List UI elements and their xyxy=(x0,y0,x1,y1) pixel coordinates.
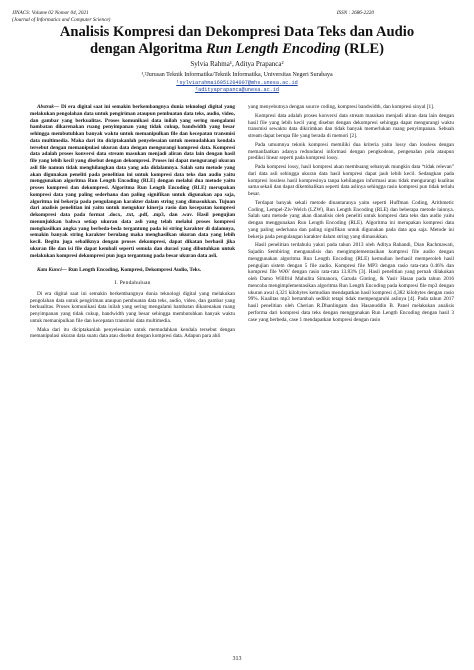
abstract-label: Abstrak— xyxy=(37,104,60,110)
journal-header xyxy=(12,10,212,23)
right-paragraph-5: Terdapat banyak sekali metode dinantaranya yaitu seperti Huffman Coding, Arithmetic Coding, Lempel-Ziv-Welch (LZW), Run Length Encoding (RLE) dan beberapa metode lainnya. Salah satu metode yang akan dianalisis oleh peneliti untuk kompresi data teks dan audio yaitu dengan menggunakan Run Length Encoding (RLE). Algoritma ini merupakan kompresi data yang paling sederhana dan paling signifikan untuk digunakan pada data apa saja. Metode ini bekerja pada pengulangan karakter dalam string yang dimasukkan. xyxy=(248,199,454,240)
right-paragraph-2: Kompresi data adalah proses konversi data stream masukan menjadi aliran data lain dengan hasil file yang lebih kecil yang disebut dengan dekompresi sehingga dapat mengurangi waktu transmisi sewaktu data dikirimkan dan tidak banyak memerlukan ruang penyimpanan. Sebuah stream dapat berupa file yang berada di memori [2]. xyxy=(248,112,454,139)
affiliation: ¹,²Jurusan Teknik Informatika/Teknik Informatika, Universitas Negeri Surabaya xyxy=(141,72,333,78)
keywords-label: Kata Kunci— xyxy=(37,267,67,274)
email-link-2[interactable]: ²adityaprapanca@unesa.ac.id xyxy=(194,87,280,93)
issn: ISSN : 2686-2220 xyxy=(336,10,374,16)
title-line-2-post: (RLE) xyxy=(340,41,384,57)
page-number: 313 xyxy=(232,656,242,662)
title-line-2-pre: dengan Algoritma xyxy=(90,41,206,57)
journal-name: JINACS: Volume 02 Nomor 04, 2021 xyxy=(12,10,89,16)
title-line-2-emphasis: Run Length Encoding xyxy=(205,41,341,57)
left-column xyxy=(30,104,235,342)
intro-paragraph-2: Maka dari itu diciptakanlah penyelesaian untuk memudahkan kendala tersebut dengan memanipulasi ukuran data suatu data atau disebut dengan kompresi data. Adapun para ahli xyxy=(30,326,235,340)
abstract-text: Di era digital saat ini semakin berkembangnya dunia teknologi digital yang melakukan pengolahan data untuk pengiriman ataupun pembuatan data teks, audio, video, dan gambar yang berkualitas. Proses komunikasi data inilah yang sering mengalami hambatan dikarenakan ruang penyimpanan yang tidak cukup, bandwidth yang besar sehingga membutuhkan banyak waktu untuk memanipulkan file dan kecepatan transmisi data multimedia. Maka dari itu diciptakanlah penyelesaian untuk memudahkan kendala tersebut dengan memanipulasi ukuran data dengan mengurangi kompresi data. Kompresi data adalah proses konversi data stream masukan menjadi aliran data lain dengan hasil file yang lebih kecil yang disebut dengan dekompresi. Proses ini dapat mengurangi ukuran asli file namun tidak menghilangkan data yang ada didalamnya. Salah satu metode yang akan digunakan peneliti pada penelitian ini untuk kompresi data teks dan audio yaitu menggunakan algoritma Run Length Encoding (RLE) dengan melalui dua metode yaitu proses kompresi dan dekompresi. Algoritma Run Length Encoding (RLE) merupakan kompresi data yang paling sederhana dan paling signifikan untuk digunakan apa saja, algoritma ini bekerja pada pengulangan karakter dalam string yang dimasukkan. Tujuan dari analisis penelitian ini yaitu untuk mengukur kinerja rasio dan kecepatan kompresi dekompresi data pada format .docx, .txt, .pdf, .mp3, dan .wav. Hasil pengujian menunjukkan bahwa setiap ukuran data asli yang telah melalui proses kompresi menghasilkan angka yang berbeda-beda tergantung pada isi string karakter di dalamnya, semakin banyak string karakter berulang maka menghasilkan ukuran data yang lebih kecil. Begitu juga sebaliknya dengan proses dekompresi, dapat dikatan berhasil jika ukuran file dan isi file dapat kembali seperti semula dan durasi yang dibutuhkan untuk melakukan kompresi dekompresi pun juga tergantung pada besar ukuran data asli. xyxy=(30,104,235,259)
right-paragraph-4: Pada kompresi lossy, hasil kompresi akan membuang sebanyak mungkin data “tidak relevan” dari data asli sehingga ukuran data hasil kompresi dapat jauh lebih kecil. Sedangkan pada kompresi lossless hasil kompresinya tanpa kehilangan informasi atau tidak mengurangi kualitas sama sekali dan dapat dikembalikan seperti data aslinya sehingga rasio kompresi pun tidak terlalu besar. xyxy=(248,164,454,197)
journal-subtitle: (Journal of Informatics and Computer Science) xyxy=(12,16,111,23)
title-line-1: Analisis Kompresi dan Dekompresi Data Teks dan Audio xyxy=(59,24,415,40)
right-paragraph-1: yang menyebutnya dengan source coding, kompresi bandwidth, dan kompresi sinyal [1]. xyxy=(248,104,435,110)
abstract xyxy=(30,104,235,259)
section-heading: I. Pendahuluan xyxy=(114,280,151,286)
right-column xyxy=(248,104,454,325)
intro-paragraph-1: Di era digital saat ini semakin berkembangnya dunia teknologi digital yang melakukan pengolahan data untuk pengiriman ataupun pembuatan data teks, audio, video, dan gambar yang berkualitas. Proses komunikasi data inilah yang sering mengalami hambatan dikarenakan ruang penyimpanan yang tidak cukup, bandwidth yang besar sehingga membutuhkan banyak waktu untuk memanipulkan file dan kecepatan transmisi data multimedia. xyxy=(30,290,235,324)
keywords xyxy=(30,267,235,274)
email-link-1[interactable]: ¹sylviarahma16051204007@mhs.unesa.ac.id xyxy=(176,80,298,86)
paper-title xyxy=(10,24,464,58)
keywords-text: Run Length Encoding, Kompresi, Dekompresi Audio, Teks. xyxy=(66,267,202,274)
authors: Sylvia Rahma¹, Aditya Prapanca² xyxy=(190,60,284,68)
right-paragraph-3: Pada umumnya teknik kompresi memiliki dua kriteria yaitu lossy dan lossless dengan memanfaatkan adanya redundansi informasi dengan pengkodean, pengenalan pola ataupun prediksi linear seperti pada kompresi lossy. xyxy=(248,141,454,162)
right-paragraph-6: Hasil penelitian terdahulu yakni pada tahun 2013 oleh Aditya Rahandi, Dian Rachmawati, Sajadin Sembiring menganalisis dan mengimplementasikan kompresi file audio dengan menggunakan algoritma Run Length Encoding (RLE) kemudian berhasil memperoleh hasil pengujian sistem dengan 5 file audio. Kompresi file MP3 dengan rasio rata-rata 0.46% dan kompresi file WAV dengan rasio rata-rata 13.83% [3]. Hasil penelitian yang pernah dilakukan oleh Damo Willfrid Mahulita Simanora, Garuda Ginting, & Yasir Hasan pada tahun 2016 mencoba mengimplementasikan algoritma Run Length Encoding pada kompresi file mp3 dengan ukuran awal 4,321 kilobytes kemudian mendapatkan hasil kompresi 4,382 kilobytes dengan rasio 99%. Kualitas mp3 bertambah sedikit tetapi tidak mempengaruhi aslinya [4]. Pada tahun 2017 hasil penelitian oleh Cherian R.Dhanlingam dan Hasanuddin B. Panel melakukan analisis performa dari kompresi data teks dengan menggunakan Run Length Encoding dengan hasil 3 case yang berbeda, case 1 mendapatkan kompresi dengan rasio xyxy=(248,242,454,323)
